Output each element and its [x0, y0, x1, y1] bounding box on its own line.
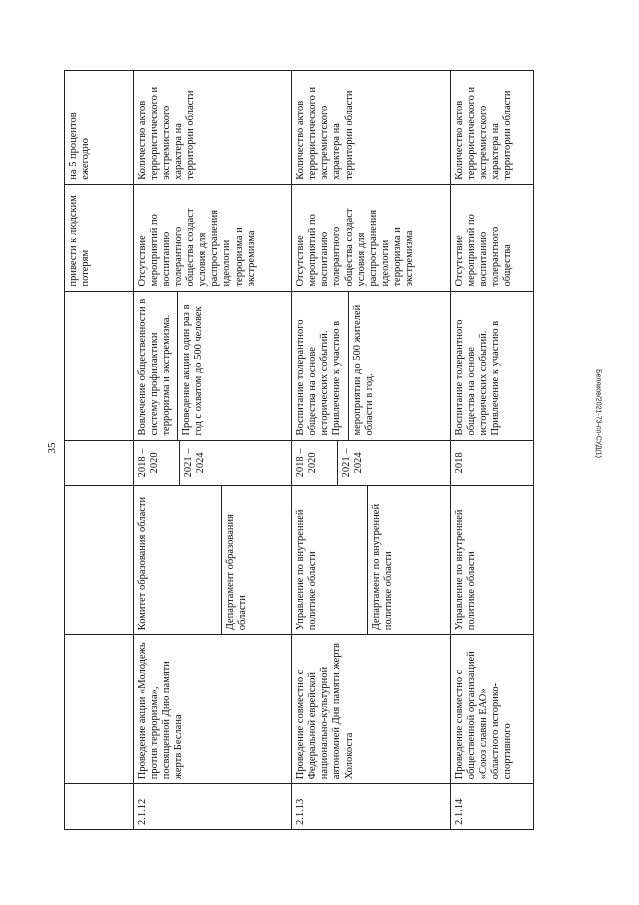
action-cell: Проведение акции «Молодежь против терроризма», посвященной Дню памяти жертв Беслана	[134, 635, 292, 784]
result-2: мероприятии до 500 жителей области в год.	[348, 292, 379, 440]
row-number: 2.1.13	[292, 784, 450, 830]
result-cell	[134, 291, 292, 440]
indicator-cell: Количество актов террористического и экстремистского характера на территории области	[134, 71, 292, 185]
result-1: Вовлечение общественности в систему профилактики терроризма и экстремизма.	[137, 298, 173, 436]
year-cell: 2018	[450, 440, 534, 486]
action-cell: Проведение совместно с общественной организацией «Союз славян ЕАО» областного историко-спортивного	[450, 635, 534, 784]
action-cell: Проведение совместно с Федеральной еврейской национально-культурной автономией Дня памяти жертв Холокоста	[292, 635, 450, 784]
risk-cell: привести к людским потерям	[65, 184, 134, 291]
year-cell	[134, 440, 292, 486]
result-cell: Воспитание толерантного общества на основе исторических событий. Привлечение к участию в	[450, 291, 534, 440]
page-number: 35	[46, 442, 58, 454]
document-footer: Беляков/2021-73-пп-СУД(1)	[594, 368, 602, 458]
executor-cell	[292, 486, 450, 635]
executor-2: Департамент по внутренней политике области	[367, 486, 398, 634]
risk-cell: Отсутствие мероприятий по воспитанию толерантного общества создаст условия для распространения идеологии терроризма и экстремизма	[134, 184, 292, 291]
year-1: 2018 – 2020	[295, 448, 319, 478]
year-2: 2021 – 2024	[337, 441, 368, 486]
risk-cell: Отсутствие мероприятий по воспитанию толерантного общества	[450, 184, 534, 291]
table-wrapper	[64, 70, 534, 830]
executor-2: Департамент образования области	[221, 486, 252, 634]
table-row	[134, 71, 292, 830]
table-row	[292, 71, 450, 830]
rotated-table	[64, 70, 534, 830]
year-cell	[292, 440, 450, 486]
result-2: Проведение акции один раз в год с охватом до 500 человек	[177, 292, 208, 440]
result-cell	[292, 291, 450, 440]
year-1: 2018 – 2020	[137, 448, 161, 478]
executor-cell	[134, 486, 292, 635]
indicator-cell: на 5 процентов ежегодно	[65, 71, 134, 185]
indicator-cell: Количество актов террористического и экстремистского характера на территории области	[450, 71, 534, 185]
measures-table	[64, 70, 534, 830]
result-1: Воспитание толерантного общества на основе исторических событий. Привлечение к участию в	[295, 319, 343, 436]
risk-cell: Отсутствие мероприятий по воспитанию толерантного общества создаст условия для распространения идеологии терроризма и экстремизма	[292, 184, 450, 291]
year-2: 2021 – 2024	[179, 441, 210, 486]
row-number: 2.1.12	[134, 784, 292, 830]
indicator-cell: Количество актов террористического и экстремистского характера на территории области	[292, 71, 450, 185]
executor-1: Комитет образования области	[137, 496, 148, 631]
row-number: 2.1.14	[450, 784, 534, 830]
executor-1: Управление по внутренней политике области	[295, 509, 319, 631]
table-row	[450, 71, 534, 830]
table-row	[65, 71, 134, 830]
executor-cell: Управление по внутренней политике области	[450, 486, 534, 635]
